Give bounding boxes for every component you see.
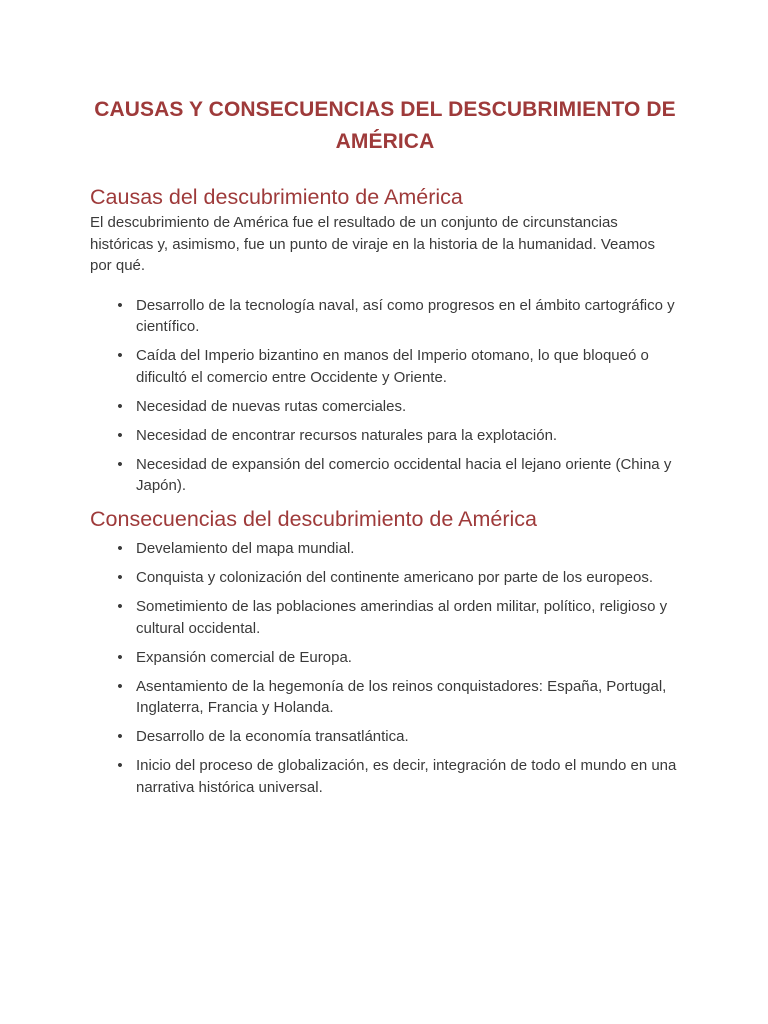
bullet-icon: •	[117, 677, 123, 695]
bullet-icon: •	[117, 728, 123, 745]
bullet-icon: •	[117, 540, 123, 557]
list-item	[117, 396, 680, 418]
causes-list	[90, 295, 680, 497]
list-item	[117, 676, 680, 719]
list-item-text: Conquista y colonización del continente americano por parte de los europeos.	[136, 569, 653, 586]
document-page	[90, 94, 680, 806]
bullet-icon: •	[117, 598, 123, 615]
list-item-text: Sometimiento de las poblaciones amerindias al orden militar, político, religioso y cultural occidental.	[136, 598, 668, 637]
list-item-text: Desarrollo de la tecnología naval, así como progresos en el ámbito cartográfico y científico.	[136, 296, 675, 335]
bullet-icon: •	[117, 296, 123, 314]
bullet-icon: •	[117, 648, 123, 666]
list-item-text: Caída del Imperio bizantino en manos del Imperio otomano, lo que bloqueó o dificultó el comercio entre Occidente y Oriente.	[136, 347, 649, 386]
list-item	[117, 454, 680, 497]
list-item-text: Necesidad de encontrar recursos naturales para la explotación.	[136, 426, 558, 444]
consequences-list	[90, 538, 680, 798]
list-item	[117, 596, 680, 639]
list-item	[117, 647, 680, 669]
bullet-icon: •	[117, 397, 123, 415]
section-causes	[90, 182, 680, 497]
section-heading-causes: Causas del descubrimiento de América	[90, 185, 463, 209]
bullet-icon: •	[117, 426, 123, 444]
list-item-text: Inicio del proceso de globalización, es decir, integración de todo el mundo en una narrativa histórica universal.	[136, 757, 677, 796]
section-intro-causes: El descubrimiento de América fue el resultado de un conjunto de circunstancias históricas y, asimismo, fue un punto de viraje en la historia de la humanidad. Veamos por qué.	[90, 214, 656, 274]
list-item	[117, 755, 680, 798]
list-item	[117, 538, 680, 560]
bullet-icon: •	[117, 455, 123, 473]
document-title: CAUSAS Y CONSECUENCIAS DEL DESCUBRIMIENTO DE AMÉRICA	[94, 98, 676, 153]
list-item	[117, 726, 680, 748]
list-item-text: Necesidad de nuevas rutas comerciales.	[136, 397, 407, 415]
list-item-text: Expansión comercial de Europa.	[136, 648, 352, 666]
section-consequences	[90, 504, 680, 798]
section-heading-consequences: Consecuencias del descubrimiento de América	[90, 507, 537, 531]
list-item	[117, 345, 680, 388]
bullet-icon: •	[117, 569, 123, 586]
bullet-icon: •	[117, 347, 123, 364]
list-item	[117, 295, 680, 338]
list-item-text: Necesidad de expansión del comercio occidental hacia el lejano oriente (China y Japón).	[136, 455, 672, 494]
bullet-icon: •	[117, 757, 123, 774]
list-item-text: Develamiento del mapa mundial.	[136, 540, 355, 557]
list-item-text: Desarrollo de la economía transatlántica.	[136, 728, 409, 745]
list-item-text: Asentamiento de la hegemonía de los reinos conquistadores: España, Portugal, Inglaterra, Francia y Holanda.	[136, 677, 667, 716]
list-item	[117, 567, 680, 589]
list-item	[117, 425, 680, 447]
